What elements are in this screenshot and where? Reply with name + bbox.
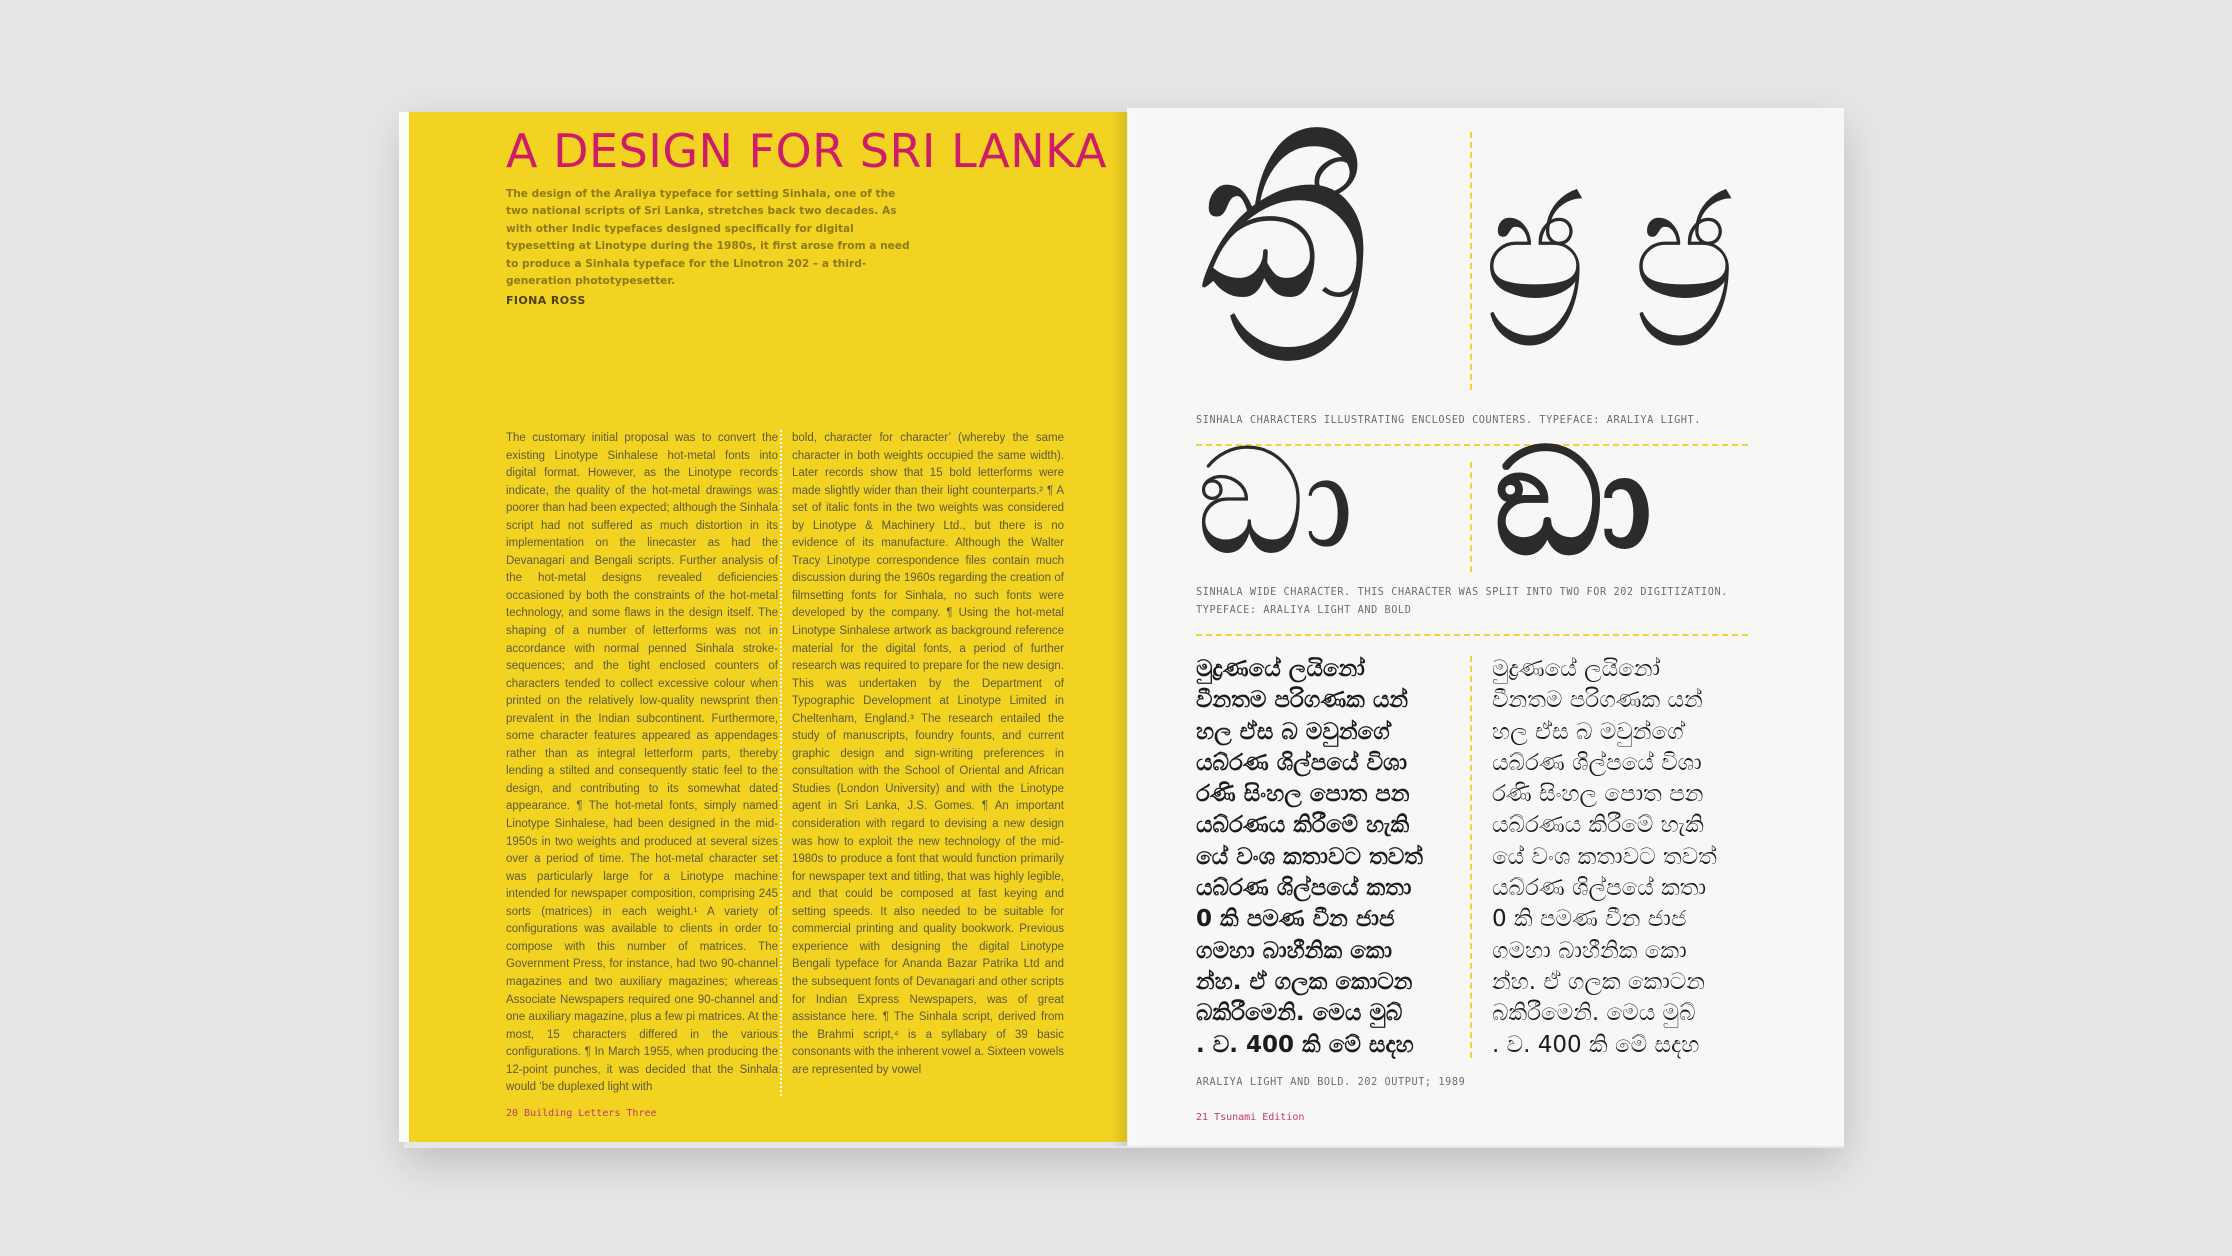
- sample-line: රණි සිංහල පොත පන: [1492, 781, 1704, 808]
- glyph-divider-middle: [1470, 462, 1472, 572]
- sinhala-glyph-pair: ජ්‍ර ජ්‍ර: [1484, 160, 1735, 334]
- sample-line: . ව. 400 කි මේ සදහ: [1196, 1031, 1414, 1058]
- sinhala-wide-glyph-bold: ඞා: [1494, 416, 1653, 588]
- folio-right: 21 Tsunami Edition: [1196, 1112, 1305, 1123]
- body-column-1: The customary initial proposal was to convert the existing Linotype Sinhalese hot-metal fonts into digital format. However, as the Linotype records indicate, the quality of the hot-metal drawings was poorer than had been expected; although the Sinhala script had not suffered as much distortion in its implementation on the linecaster as had the Devanagari and Bengali scripts. Further analysis of the hot-metal designs revealed deficiencies occasioned by both the constraints of the hot-metal technology, and some flaws in the design itself. The shaping of a number of letterforms was not in accordance with normal penned Sinhala stroke-sequences; and the tight enclosed counters of characters tended to collect excessive colour when printed on the relatively low-quality newsprint then prevalent in the Indian subcontinent. Furthermore, some character features appeared as appendages rather than as integral letterform parts, thereby lending a stilted and consequently static feel to the design, and contributing to its somewhat dated appearance. ¶ The hot-metal fonts, simply named Linotype Sinhalese, had been designed in the mid-1950s in two weights and produced at several sizes over a period of time. The hot-metal character set was particularly large for a Linotype machine intended for newspaper composition, comprising 245 sorts (matrices) in each weight.¹ A variety of configurations was available to clients in order to compose with this number of matrices. The Government Press, for instance, had two 90-channel magazines and two auxiliary magazines; whereas Associate Newspapers required one 90-channel and one auxiliary magazine, plus a few pi matrices. At the most, 15 characters differed in the various configurations. ¶ In March 1955, when producing the 12-point punches, it was decided that the Sinhala would ‘be duplexed light with: [506, 432, 778, 1094]
- sample-line: හල ඒස බ මවුන්ගේ: [1492, 718, 1684, 745]
- sample-line: 0 කි පමණ වීන ජාජ: [1492, 906, 1687, 933]
- sample-line: න්හ. ඒ ගලක කොටන: [1492, 968, 1705, 995]
- sample-divider: [1470, 656, 1472, 1058]
- caption-wide-character: SINHALA WIDE CHARACTER. THIS CHARACTER WAS SPLIT INTO TWO FOR 202 DIGITIZATION. TYPEFACE: ARALIYA LIGHT AND BOLD: [1196, 587, 1728, 616]
- sample-line: යබ්රණ ශිල්පයේ විශා: [1196, 749, 1408, 776]
- sample-line: . ව. 400 කි මේ සදහ: [1492, 1031, 1700, 1058]
- sample-line: යේ වංශ කතාවට තවත්: [1492, 843, 1717, 870]
- sample-line: න්හ. ඒ ගලක කොටන: [1196, 968, 1413, 995]
- sample-line: යේ වංශ කතාවට තවත්: [1196, 843, 1423, 870]
- column-divider: [780, 430, 782, 1096]
- sinhala-wide-glyph-light: ඞා: [1196, 416, 1355, 588]
- article-author: FIONA ROSS: [506, 294, 586, 307]
- sample-line: බකිරීමෙනි. මෙය මුබ්: [1196, 1000, 1403, 1027]
- sample-line: මුද්‍රණයේ ලයිනෝ: [1492, 656, 1661, 682]
- sample-line: යබ්රණ ශිල්පයේ කතා: [1196, 875, 1412, 902]
- caption-araliya-output: ARALIYA LIGHT AND BOLD. 202 OUTPUT; 1989: [1196, 1077, 1466, 1088]
- sample-line: රණි සිංහල පොත පන: [1196, 781, 1410, 808]
- sample-text-light: [1492, 654, 1748, 1064]
- sample-line: හල ඒස බ මවුන්ගේ: [1196, 718, 1390, 745]
- glyph-divider-top: [1470, 132, 1472, 390]
- sample-line: 0 කි පමණ වීන ජාජ: [1196, 906, 1395, 933]
- caption-enclosed-counters: SINHALA CHARACTERS ILLUSTRATING ENCLOSED COUNTERS. TYPEFACE: ARALIYA LIGHT.: [1196, 415, 1702, 426]
- body-column-2: bold, character for character’ (whereby the same character in both weights occupied the same width). Later records show that 15 bold letterforms were made slightly wider than their light counterparts.² ¶ A set of italic fonts in the two weights was considered by Linotype & Machinery Ltd., but there is no evidence of its manufacture. Although the Walter Tracy Linotype correspondence files contain much discussion during the 1960s regarding the creation of filmsetting fonts for Sinhala, no such fonts were developed by the company. ¶ Using the hot-metal Linotype Sinhalese artwork as background reference material for the digital fonts, a period of further research was required to prepare for the new design. This was undertaken by the Department of Typographic Development at Linotype Limited in Cheltenham, England.³ The research entailed the study of manuscripts, foundry founts, and current graphic design and sign-writing preferences in consultation with the School of Oriental and African Studies (London University) and with the Linotype agent in Sri Lanka, J.S. Gomes. ¶ An important consideration with regard to devising a new design was how to exploit the new technology of the mid-1980s to produce a font that would function primarily for newspaper text and titling, that was highly legible, and that could be composed at fast keying and setting speeds. It also needed to be suitable for commercial printing and quality bookwork. Previous experience with designing the digital Linotype Bengali typeface for Ananda Bazar Patrika Ltd and the subsequent fonts of Devanagari and other scripts for Indian Express Newspapers, was of great assistance here. ¶ The Sinhala script, derived from the Brahmi script,⁴ is a syllabary of 39 basic consonants with the inherent vowel a. Sixteen vowels are represented by vowel: [792, 432, 1064, 1076]
- sample-text-bold: [1196, 654, 1452, 1064]
- sample-line: යබ්රණ ශිල්පයේ විශා: [1492, 749, 1702, 776]
- sample-line: යබ්රණ ශිල්පයේ කතා: [1492, 875, 1707, 902]
- sample-line: වීනතම පරිගණක යන්: [1492, 687, 1703, 714]
- book-gutter: [1110, 112, 1144, 1146]
- article-title: A DESIGN FOR SRI LANKA: [506, 124, 1108, 178]
- sample-line: යබ්රණය කිරීමේ හැකි: [1196, 812, 1410, 839]
- sample-line: ගමහා බාහීනික කො: [1492, 937, 1687, 964]
- folio-left: 20 Building Letters Three: [506, 1108, 657, 1119]
- article-intro: The design of the Araliya typeface for setting Sinhala, one of the two national scripts of Sri Lanka, stretches back two decades. As with other Indic typefaces designed specifically for digital typesetting at Linotype during the 1980s, it first arose from a need to produce a Sinhala typeface for the Linotron 202 – a third-generation phototypesetter.: [506, 188, 910, 288]
- sample-line: යබ්රණය කිරීමේ හැකි: [1492, 812, 1704, 839]
- sample-line: වීනතම පරිගණක යන්: [1196, 687, 1409, 714]
- sinhala-glyph-large: ක්‍රී: [1198, 102, 1369, 347]
- sample-line: මුද්‍රණයේ ලයිනෝ: [1196, 656, 1365, 682]
- dashed-rule-2: [1196, 634, 1748, 636]
- sample-line: ගමහා බාහීනික කො: [1196, 937, 1393, 964]
- sample-line: බකිරීමෙනි. මෙය මුබ්: [1492, 1000, 1696, 1027]
